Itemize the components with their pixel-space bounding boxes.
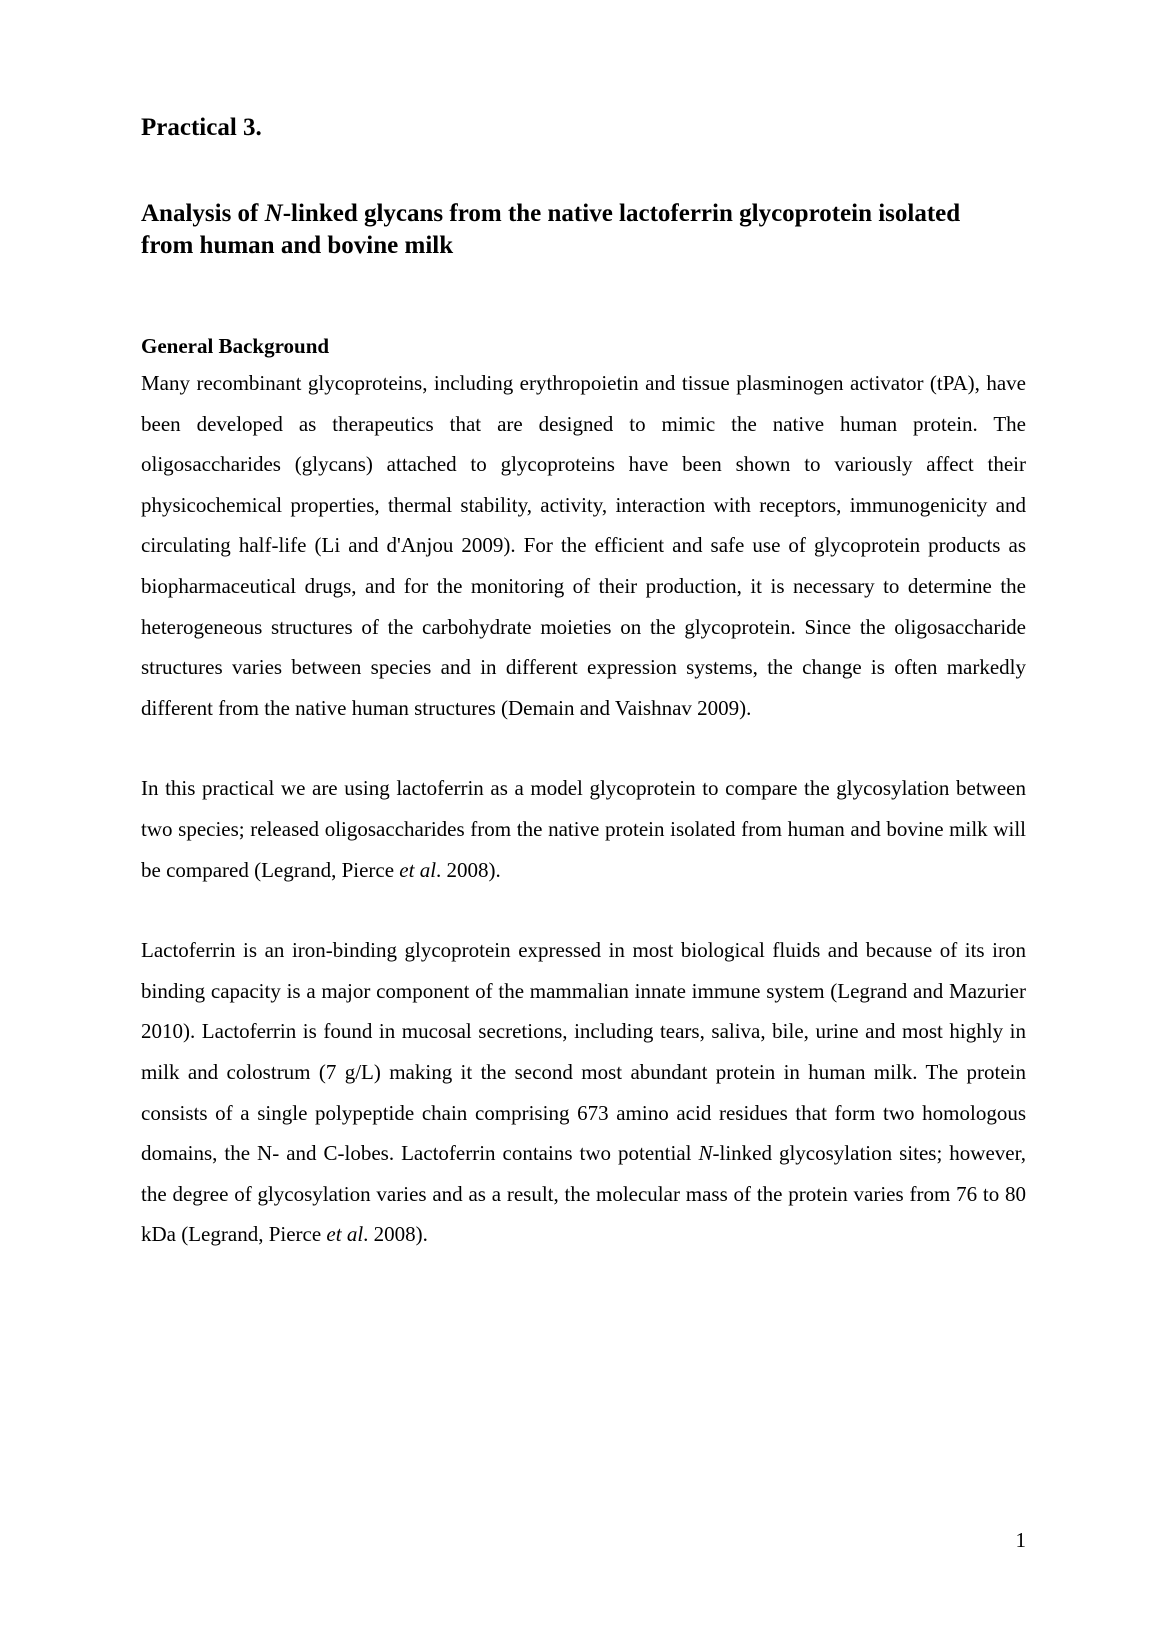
paragraph-3-text-b: -linked glycosylation sites; however, the degree of glycosylation varies and as a result, the molecular mass of the protein varies from 76 to 80 kDa (Legrand, Pierce <box>141 1141 1026 1247</box>
paragraph-3-italic-etal: et al <box>326 1222 364 1247</box>
practical-heading: Practical 3. <box>141 114 262 141</box>
paragraph-2-text: In this practical we are using lactoferrin as a model glycoprotein to compare the glycosylation between two species; released oligosaccharides from the native protein isolated from human and bovine milk will be compared (Legrand, Pierce <box>141 776 1026 882</box>
background-paragraph-1: Many recombinant glycoproteins, including erythropoietin and tissue plasminogen activator (tPA), have been developed as therapeutics that are designed to mimic the native human protein. The oligosaccharides (glycans) attached to glycoproteins have been shown to variously affect their physicochemical properties, thermal stability, activity, interaction with receptors, immunogenicity and circulating half-life (Li and d'Anjou 2009). For the efficient and safe use of glycoprotein products as biopharmaceutical drugs, and for the monitoring of their production, it is necessary to determine the heterogeneous structures of the carbohydrate moieties on the glycoprotein. Since the oligosaccharide structures varies between species and in different expression systems, the change is often markedly different from the native human structures (Demain and Vaishnav 2009). <box>141 371 1026 720</box>
title-italic-n: N <box>264 200 283 227</box>
paragraph-3-text-c: . 2008). <box>363 1222 428 1247</box>
paragraph-2-italic: et al <box>399 857 437 882</box>
document-title <box>141 198 961 262</box>
page-number: 1 <box>1015 1528 1026 1552</box>
paragraph-3-text-a: Lactoferrin is an iron-binding glycoprotein expressed in most biological fluids and because of its iron binding capacity is a major component of the mammalian innate immune system (Legrand and Mazurier 2010). Lactoferrin is found in mucosal secretions, including tears, saliva, bile, urine and most highly in milk and colostrum (7 g/L) making it the second most abundant protein in human milk. The protein consists of a single polypeptide chain comprising 673 amino acid residues that form two homologous domains, the N- and C-lobes. Lactoferrin contains two potential <box>141 938 1026 1166</box>
background-paragraph-2 <box>141 768 1026 890</box>
paragraph-3-italic-n: N <box>698 1141 713 1166</box>
section-heading: General Background <box>141 334 330 358</box>
background-paragraph-3 <box>141 930 1026 1255</box>
title-text-start: Analysis of <box>141 200 265 227</box>
title-text-end: -linked glycans from the native lactoferrin glycoprotein isolated from human and bovine milk <box>141 200 961 259</box>
paragraph-2-text-end: . 2008). <box>436 857 501 882</box>
page-content <box>141 112 1026 1255</box>
